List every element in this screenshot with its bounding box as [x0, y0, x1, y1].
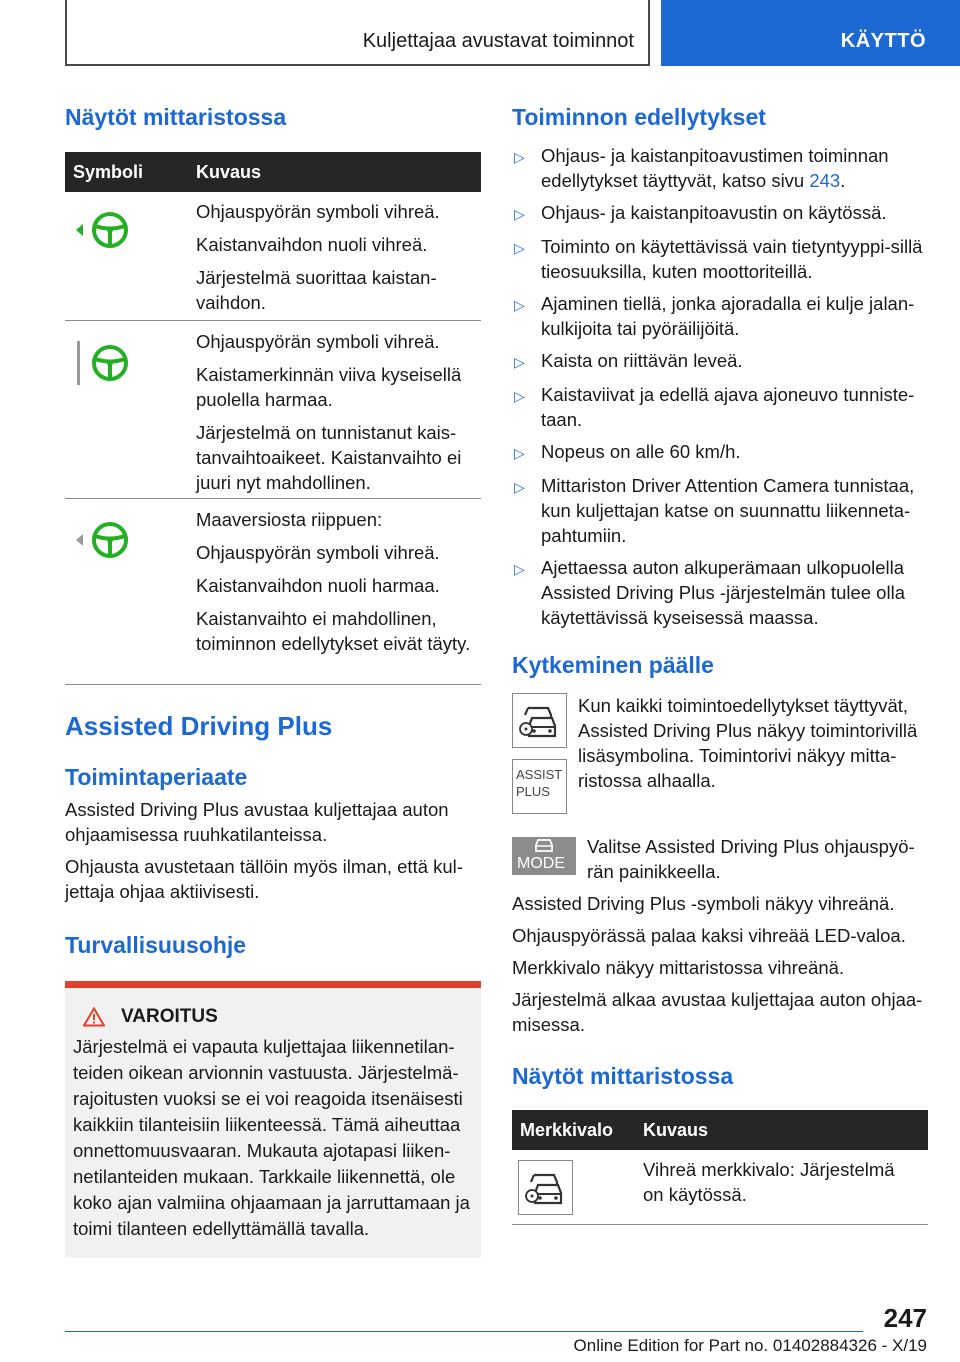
- page-link[interactable]: 243: [809, 170, 841, 191]
- traffic-jam-cars-icon: [512, 693, 567, 748]
- list-item: [512, 473, 928, 548]
- list-item: [512, 382, 928, 432]
- indicator-cell: [512, 1157, 643, 1224]
- switch-on-heading: Kytkeminen päälle: [512, 652, 714, 678]
- right-column: [512, 104, 928, 1225]
- table-row: [65, 321, 481, 499]
- requirement-text-end: .: [840, 170, 846, 191]
- warning-triangle-icon: [83, 1007, 105, 1027]
- description-line: Kaistanvaihto ei mahdollinen, toiminnon edellytykset eivät täyty.: [196, 608, 471, 654]
- main-heading: Assisted Driving Plus: [65, 711, 333, 741]
- indicator-table-header: [512, 1110, 928, 1150]
- requirement-text: Kaista on riittävän leveä.: [541, 350, 743, 371]
- mode-button-area: [512, 834, 587, 884]
- bullet-triangle-icon: ▷: [514, 149, 525, 165]
- mode-button-icon: [512, 837, 576, 875]
- column-header-symbol: Symboli: [73, 161, 144, 182]
- switch-icons: [512, 693, 578, 814]
- row-description: [196, 199, 481, 320]
- footer-divider: [65, 1331, 863, 1332]
- requirement-text: Ohjaus- ja kaistanpitoavustin on käytössä.: [541, 202, 887, 223]
- list-item: [512, 555, 928, 630]
- indicator-table: [512, 1110, 928, 1225]
- column-header-description: Kuvaus: [643, 1119, 709, 1140]
- header-section-label: KÄYTTÖ: [840, 30, 926, 52]
- edition-text: Online Edition for Part no. 01402884326 - X/19: [573, 1336, 927, 1355]
- description-line: Ohjauspyörän symboli vihreä.: [196, 201, 440, 222]
- column-header-indicator: Merkkivalo: [520, 1119, 614, 1140]
- body-paragraph: Järjestelmä alkaa avustaa kuljettajaa auton ohjaa-misessa.: [512, 989, 923, 1035]
- list-item: [512, 143, 928, 193]
- requirement-text: Kaistaviivat ja edellä ajava ajoneuvo tunniste-taan.: [541, 384, 915, 430]
- header-section-tab: [661, 0, 960, 66]
- description-line: Kaistanvaihdon nuoli vihreä.: [196, 234, 428, 255]
- requirement-text: Toiminto on käytettävissä vain tietyntyyppi-sillä tieosuuksilla, kuten moottoriteillä.: [541, 236, 923, 282]
- principle-text: Ohjausta avustetaan tällöin myös ilman, että kul-jettaja ohjaa aktiivisesti.: [65, 856, 463, 902]
- principle-text: Assisted Driving Plus avustaa kuljettajaa auton ohjaamisessa ruuhkatilanteissa.: [65, 799, 449, 845]
- steering-wheel-arrow-icon: [65, 199, 196, 320]
- displays-heading: Näytöt mittaristossa: [65, 104, 287, 130]
- warning-text: Järjestelmä ei vapauta kuljettajaa liikennetilan-teiden oikean arvionnin vastuusta. Järjestelmä-rajoitusten vuoksi se ei voi reagoida itsenäisesti kaikkiin tilanteisiin liikenteessä. Tämä aiheuttaa onnettomuusvaaran. Mukauta ajotapasi liiken-netilanteiden mukaan. Tarkkaile liikennettä, ole koko ajan valmiina ohjaamaan ja jarruttamaan ja toimi tilanteen edellyttämällä tavalla.: [73, 1036, 470, 1239]
- principle-heading: Toimintaperiaate: [65, 764, 248, 790]
- requirement-text: Nopeus on alle 60 km/h.: [541, 441, 741, 462]
- description-line: Ohjauspyörän symboli vihreä.: [196, 331, 440, 352]
- table-row: [65, 499, 481, 685]
- body-paragraph: Ohjauspyörässä palaa kaksi vihreää LED-valoa.: [512, 925, 906, 946]
- switch-on-block: [512, 693, 928, 814]
- bullet-triangle-icon: ▷: [514, 388, 525, 404]
- list-item: [512, 439, 928, 466]
- steering-wheel-lane-line-icon: [65, 329, 196, 498]
- body-paragraph: Merkkivalo näkyy mittaristossa vihreänä.: [512, 957, 845, 978]
- row-description: Vihreä merkkivalo: Järjestelmä on käytössä.: [643, 1159, 895, 1205]
- description-line: Järjestelmä on tunnistanut kais-tanvaihtoaikeet. Kaistanvaihto ei juuri nyt mahdollinen.: [196, 422, 462, 493]
- safety-heading: Turvallisuusohje: [65, 932, 247, 958]
- bullet-triangle-icon: ▷: [514, 445, 525, 461]
- description-line: Ohjauspyörän symboli vihreä.: [196, 542, 440, 563]
- bullet-triangle-icon: ▷: [514, 561, 525, 577]
- traffic-jam-cars-icon: [518, 1160, 573, 1215]
- displays-heading-2: Näytöt mittaristossa: [512, 1063, 734, 1089]
- warning-header: [83, 1006, 473, 1028]
- mode-block: [512, 834, 928, 884]
- list-item: [512, 234, 928, 284]
- description-line: Kaistamerkinnän viiva kyseisellä puolella harmaa.: [196, 364, 462, 410]
- bullet-triangle-icon: ▷: [514, 479, 525, 495]
- bullet-triangle-icon: ▷: [514, 297, 525, 313]
- plus-label: PLUS: [516, 784, 550, 799]
- bullet-triangle-icon: ▷: [514, 354, 525, 370]
- switch-on-text: Kun kaikki toimintoedellytykset täyttyvät, Assisted Driving Plus näkyy toimintorivillä lisäsymbolina. Toimintorivi näkyy mitta-ristossa alhaalla.: [578, 695, 918, 791]
- assist-plus-icon: [512, 759, 567, 814]
- description-line: Kaistanvaihdon nuoli harmaa.: [196, 575, 440, 596]
- description-line: Maaversiosta riippuen:: [196, 509, 383, 530]
- requirement-text: Mittariston Driver Attention Camera tunnistaa, kun kuljettajan katse on suunnattu liikenneta-pahtumiin.: [541, 475, 915, 546]
- bullet-triangle-icon: ▷: [514, 240, 525, 256]
- list-item: [512, 291, 928, 341]
- row-description: [196, 329, 481, 498]
- list-item: [512, 348, 928, 375]
- mode-label: MODE: [517, 855, 565, 872]
- requirements-list: [512, 143, 928, 630]
- table-row: [65, 192, 481, 321]
- requirement-text: Ajettaessa auton alkuperämaan ulkopuolella Assisted Driving Plus -järjestelmän tulee olla käytettävissä kyseisessä maassa.: [541, 557, 905, 628]
- header-title-box: [65, 0, 650, 66]
- page-number: 247: [883, 1303, 927, 1333]
- symbol-table: [65, 152, 481, 685]
- requirement-text: Ajaminen tiellä, jonka ajoradalla ei kulje jalan-kulkijoita tai pyöräilijöitä.: [541, 293, 915, 339]
- warning-box: [65, 981, 481, 1258]
- body-paragraph: Assisted Driving Plus -symboli näkyy vihreänä.: [512, 893, 895, 914]
- symbol-table-header: [65, 152, 481, 192]
- assist-label: ASSIST: [516, 767, 563, 782]
- mode-text: Valitse Assisted Driving Plus ohjauspyö-rän painikkeella.: [587, 836, 915, 882]
- bullet-triangle-icon: ▷: [514, 206, 525, 222]
- table-row: [512, 1150, 928, 1225]
- column-header-description: Kuvaus: [196, 161, 262, 182]
- row-description: [196, 507, 481, 684]
- steering-wheel-grey-arrow-icon: [65, 507, 196, 684]
- description-line: Järjestelmä suorittaa kaistan-vaihdon.: [196, 267, 437, 313]
- list-item: [512, 200, 928, 227]
- header-title: Kuljettajaa avustavat toiminnot: [362, 30, 634, 52]
- requirements-heading: Toiminnon edellytykset: [512, 104, 766, 130]
- requirement-text: Ohjaus- ja kaistanpitoavustimen toiminnan edellytykset täyttyvät, katso sivu: [541, 145, 889, 191]
- left-column: [65, 104, 481, 1258]
- warning-title: VAROITUS: [121, 1006, 218, 1027]
